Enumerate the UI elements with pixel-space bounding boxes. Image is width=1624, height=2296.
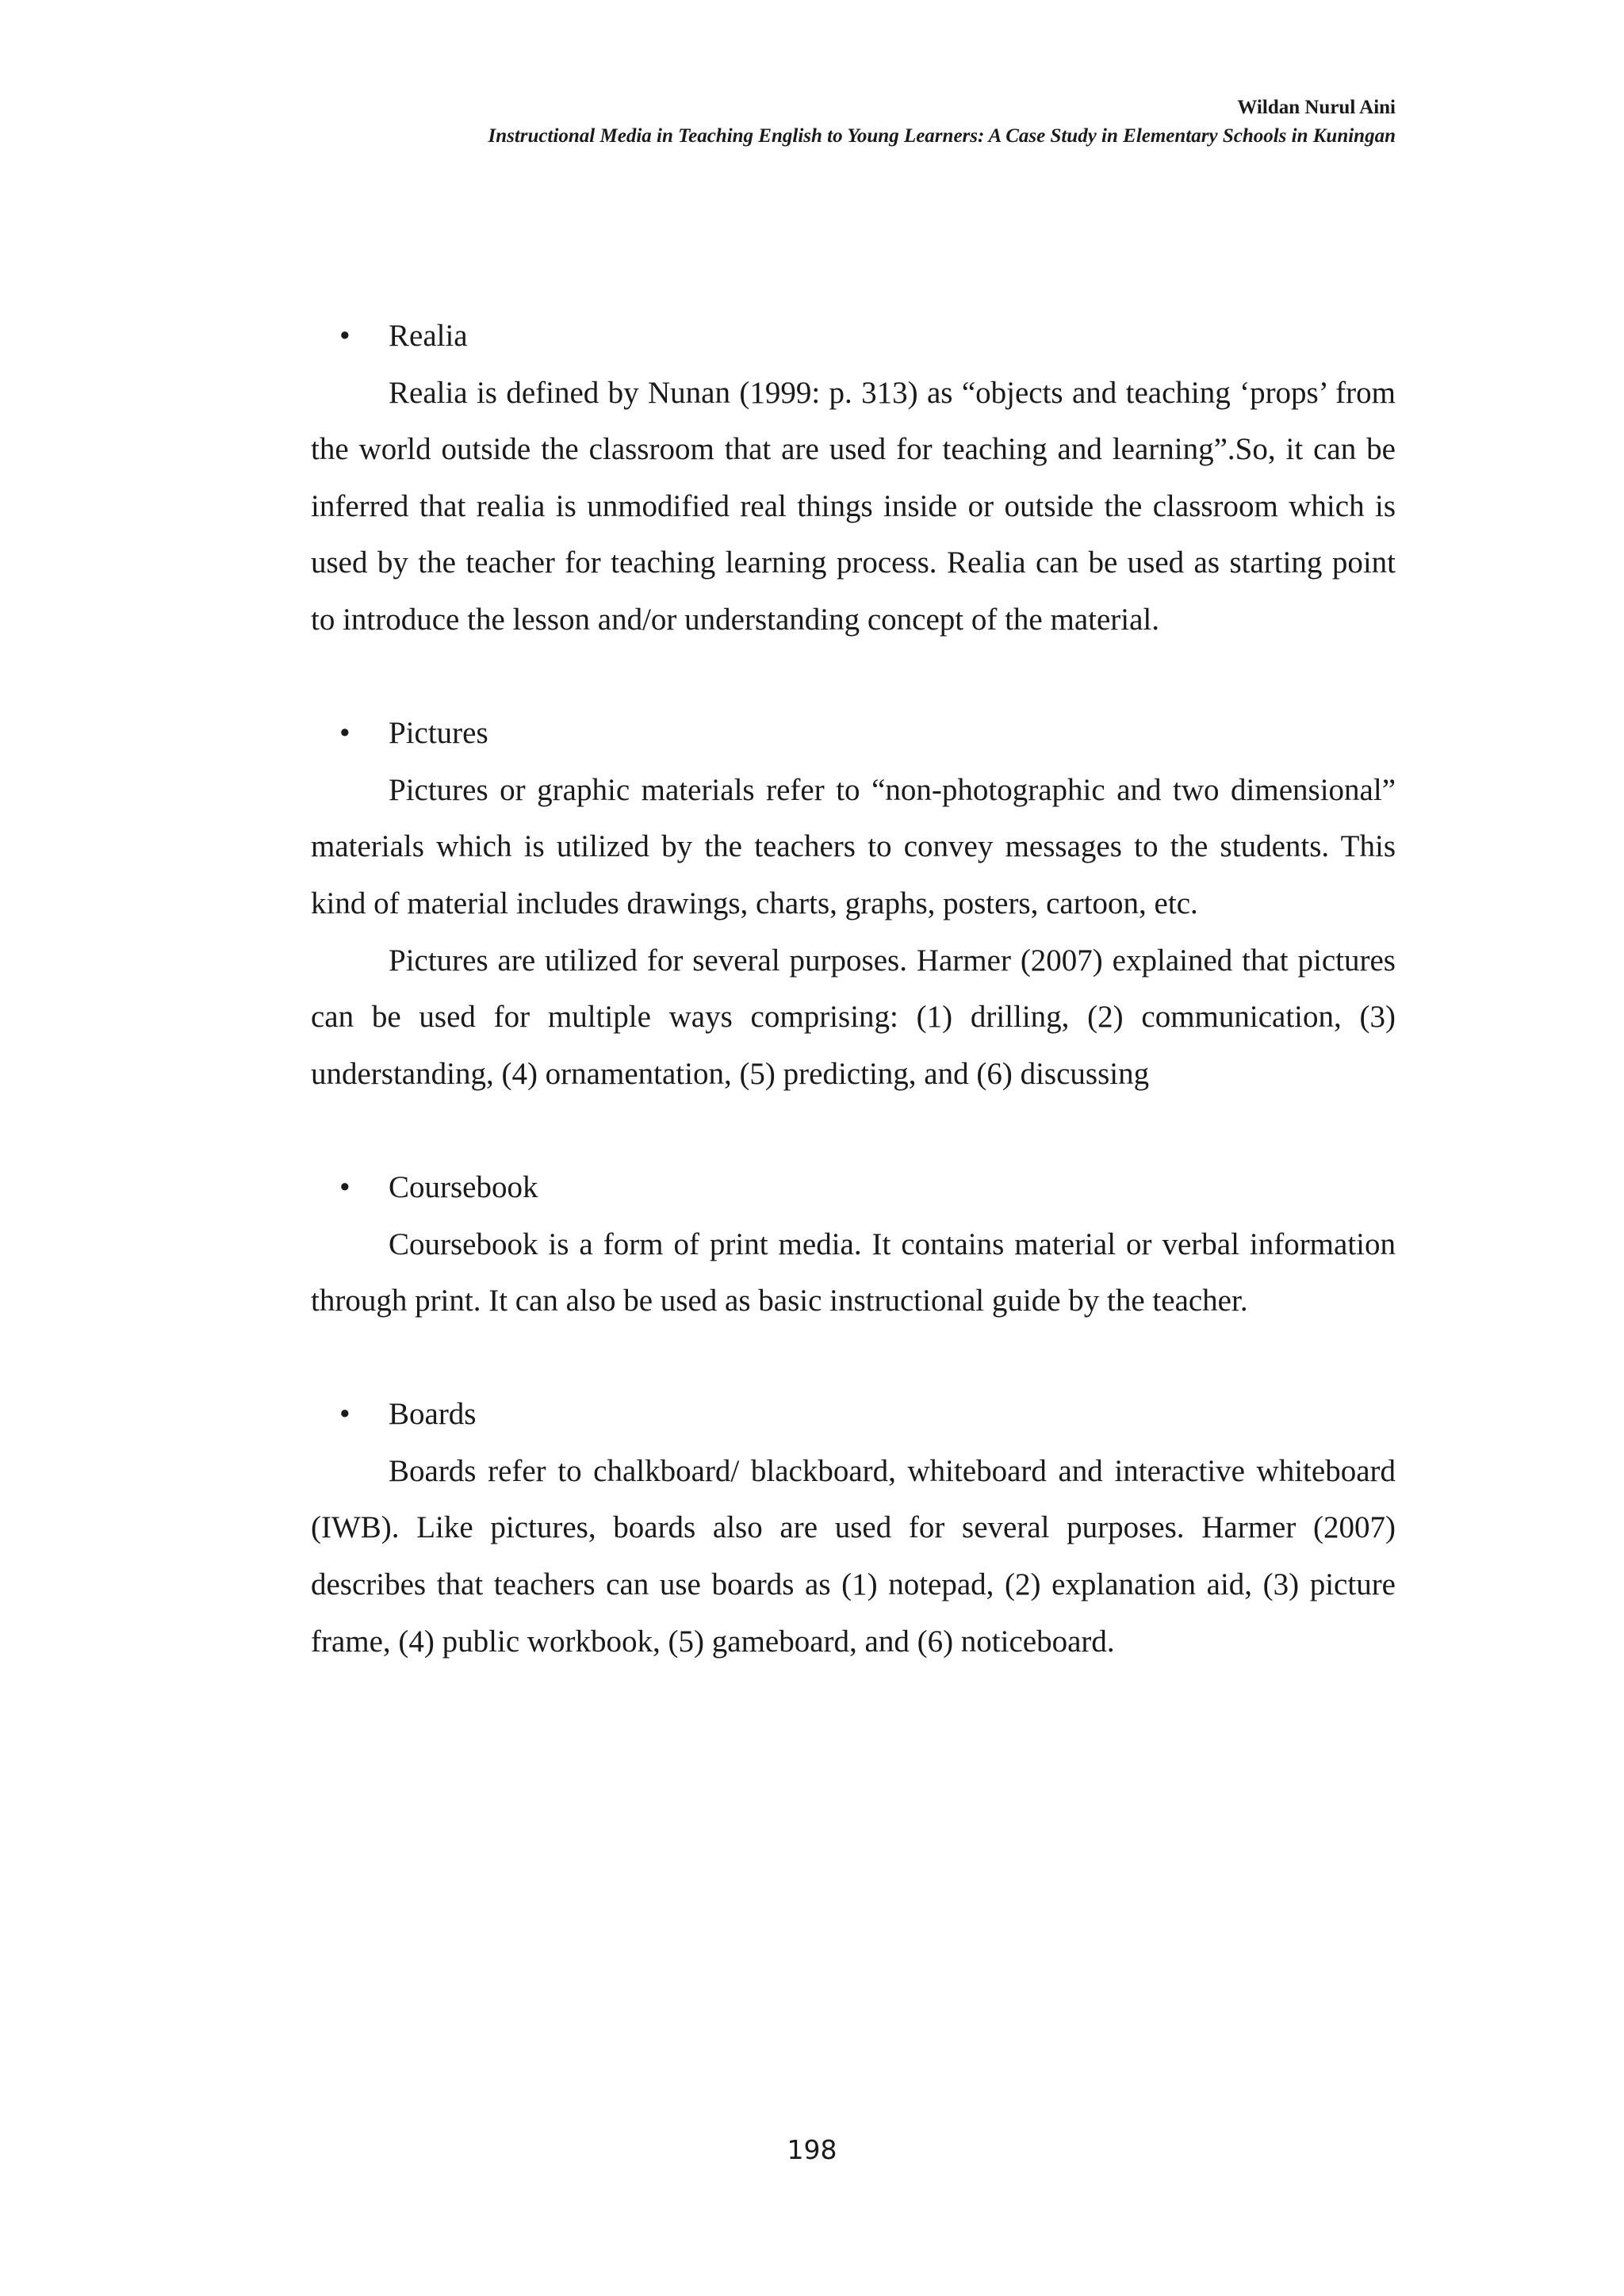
section-heading <box>311 705 1396 762</box>
bullet-icon: • <box>339 319 350 353</box>
section-realia <box>311 308 1396 649</box>
section-heading-text: Realia <box>389 319 468 353</box>
section-heading <box>311 308 1396 365</box>
body-paragraph: Pictures or graphic materials refer to “non-photographic and two dimensional” materials which is utilized by the teachers to convey messages to the students. This kind of material includes drawings, charts, graphs, posters, cartoon, etc. <box>311 772 1396 920</box>
section-heading-text: Boards <box>389 1397 477 1432</box>
running-head <box>488 94 1396 151</box>
section-heading-text: Coursebook <box>389 1169 538 1204</box>
bullet-icon: • <box>339 1397 350 1432</box>
bullet-icon: • <box>339 1169 350 1204</box>
body-paragraph: Coursebook is a form of print media. It contains material or verbal information through print. It can also be used as basic instructional guide by the teacher. <box>311 1226 1396 1318</box>
section-heading-text: Pictures <box>389 716 488 751</box>
bullet-icon: • <box>339 716 350 751</box>
section-coursebook <box>311 1159 1396 1330</box>
running-head-title: Instructional Media in Teaching English to Young Learners: A Case Study in Elementary Schools in Kuningan <box>488 125 1396 147</box>
section-heading <box>311 1159 1396 1216</box>
body-paragraph: Pictures are utilized for several purposes. Harmer (2007) explained that pictures can be used for multiple ways comprising: (1) drilling, (2) communication, (3) understanding, (4) ornamentation, (5) predicting, and (6) discussing <box>311 943 1396 1091</box>
body-paragraph: Realia is defined by Nunan (1999: p. 313) as “objects and teaching ‘props’ from the world outside the classroom that are used for teaching and learning”.So, it can be inferred that realia is unmodified real things inside or outside the classroom which is used by the teacher for teaching learning process. Realia can be used as starting point to introduce the lesson and/or understanding concept of the material. <box>311 375 1396 637</box>
body-paragraph: Boards refer to chalkboard/ blackboard, whiteboard and interactive whiteboard (IWB). Like pictures, boards also are used for several purposes. Harmer (2007) describes that teachers can use boards as (1) notepad, (2) explanation aid, (3) picture frame, (4) public workbook, (5) gameboard, and (6) noticeboard. <box>311 1453 1396 1659</box>
running-head-author: Wildan Nurul Aini <box>1237 97 1396 118</box>
section-boards <box>311 1386 1396 1670</box>
section-heading <box>311 1386 1396 1443</box>
page-number: 198 <box>787 2134 837 2165</box>
page-content <box>311 308 1396 1727</box>
section-pictures <box>311 705 1396 1102</box>
